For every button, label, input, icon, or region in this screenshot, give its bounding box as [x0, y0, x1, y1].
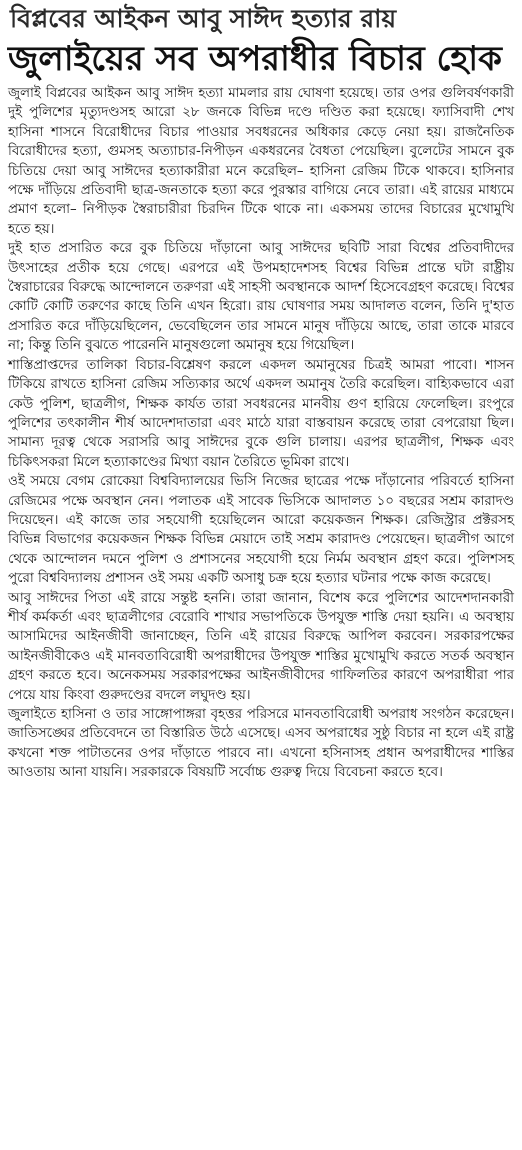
article-paragraph: দুই হাত প্রসারিত করে বুক চিতিয়ে দাঁড়ানো আবু সাঈদের ছবিটি সারা বিশ্বের প্রতিবাদীদের উৎসাহের প্রতীক হয়ে গেছে। এরপরে এই উপমহাদেশসহ বিশ্বের বিভিন্ন প্রান্তে ঘটা রাষ্ট্রীয় স্বৈরাচারের বিরুদ্ধে আন্দোলনে তরুণরা এই সাহসী অবস্থানকে আদর্শ হিসেবেগ্রহণ করেছে। বিশ্বের কোটি কোটি তরুণের কাছে তিনি এখন হিরো। রায় ঘোষণার সময় আদালত বলেন, তিনি দু'হাত প্রসারিত করে দাঁড়িয়েছিলেন, ভেবেছিলেন তার সামনে মানুষ দাঁড়িয়ে আছে, তারা তাকে মারবে না; কিন্তু তিনি বুঝতে পারেননি মানুষগুলো অমানুষ হয়ে গিয়েছিল।	[8, 241, 514, 354]
article-paragraph: জুলাইতে হাসিনা ও তার সাঙ্গোপাঙ্গরা বৃহত্তর পরিসরে মানবতাবিরোধী অপরাধ সংগঠন করেছেন। জাতিসঙ্ঘের প্রতিবেদনে তা বিস্তারিত উঠে এসেছে। এসব অপরাধের সুষ্ঠু বিচার না হলে এই রাষ্ট্র কখনো শক্ত পাটাতনের ওপর দাঁড়াতে পারবে না। এখনো হসিনাসহ প্রধান অপরাধীদের শাস্তির আওতায় আনা যায়নি। সরকারকে বিষয়টি সর্বোচ্চ গুরুত্ব দিয়ে বিবেচনা করতে হবে।	[8, 707, 514, 781]
article-paragraph: শাস্তিপ্রাপ্তদের তালিকা বিচার-বিশ্লেষণ করলে একদল অমানুষের চিত্রই আমরা পাবো। শাসন টিকিয়ে রাখতে হাসিনা রেজিম সত্যিকার অর্থে একদল অমানুষ তৈরি করেছিল। বাহ্যিকভাবে এরা কেউ পুলিশ, ছাত্রলীগ, শিক্ষক কার্যত তারা সবধরনের মানবীয় গুণ হারিয়ে ফেলেছিল। রংপুরে পুলিশের তৎকালীন শীর্ষ আদেশদাতারা এবং মাঠে যারা বাস্তবায়ন করেছে তারা বেপরোয়া ছিল। সামান্য দূরত্ব থেকে সরাসরি আবু সাঈদের বুকে গুলি চালায়। এরপর ছাত্রলীগ, শিক্ষক এবং চিকিৎসকরা মিলে হত্যাকাণ্ডের মিথ্যা বয়ান তৈরিতে ভূমিকা রাখে।	[8, 357, 514, 470]
article-headline: জুলাইয়ের সব অপরাধীর বিচার হোক	[8, 39, 502, 79]
article-paragraph: ওই সময়ে বেগম রোকেয়া বিশ্ববিদ্যালয়ের ভিসি নিজের ছাত্রের পক্ষে দাঁড়ানোর পরিবর্তে হাসিনা রেজিমের পক্ষে অবস্থান নেন। পলাতক এই সাবেক ভিসিকে আদালত ১০ বছরের সশ্রম কারাদণ্ড দিয়েছেন। এই কাজে তার সহযোগী হয়েছিলেন আরো কয়েকজন শিক্ষক। রেজিস্ট্রার প্রক্টরসহ বিভিন্ন বিভাগের কয়েকজন শিক্ষক বিভিন্ন মেয়াদে তাই সশ্রম কারাদণ্ড পেয়েছেন। ছাত্রলীগ আগে থেকে আন্দোলন দমনে পুলিশ ও প্রশাসনের সহযোগী হয়ে নির্মম অবস্থান গ্রহণ করে। পুলিশসহ পুরো বিশ্ববিদ্যালয় প্রশাসন ওই সময় একটি অসাধু চক্র হয়ে হত্যার ঘটনার পক্ষে কাজ করেছে।	[8, 474, 514, 587]
article-paragraph: জুলাই বিপ্লবের আইকন আবু সাঈদ হত্যা মামলার রায় ঘোষণা হয়েছে। তার ওপর গুলিবর্ষণকারী দুই পুলিশের মৃত্যুদণ্ডসহ আরো ২৮ জনকে বিভিন্ন দণ্ডে দণ্ডিত করা হয়েছে। ফ্যাসিবাদী শেখ হাসিনা শাসনে বিরোধীদের বিচার পাওয়ার সবধরনের অধিকার কেড়ে নেয়া হয়। রাজনৈতিক বিরোধীদের হত্যা, গুমসহ অত্যাচার-নিপীড়ন একধরনের বৈধতা পেয়েছিল। বুলেটের সামনে বুক চিতিয়ে দেয়া আবু সাঈদের হত্যাকারীরা মনে করেছিল– হাসিনা রেজিম টিকে থাকবে। হাসিনার পক্ষে দাঁড়িয়ে প্রতিবাদী ছাত্র-জনতাকে হত্যা করে পুরস্কার বাগিয়ে নেবে তারা। এই রায়ের মাধ্যমে প্রমাণ হলো– নিপীড়ক স্বৈরাচারীরা চিরদিন টিকে থাকে না। একসময় তাদের বিচারের মুখোমুখি হতে হয়।	[8, 86, 514, 237]
article-kicker: বিপ্লবের আইকন আবু সাঈদ হত্যার রায়	[10, 4, 397, 33]
article-paragraph: আবু সাঈদের পিতা এই রায়ে সন্তুষ্ট হননি। তারা জানান, বিশেষ করে পুলিশের আদেশদানকারী শীর্ষ কর্মকর্তা এবং ছাত্রলীগের বেরোবি শাখার সভাপতিকে উপযুক্ত শাস্তি দেয়া হয়নি। এ অবস্থায় আসামিদের আইনজীবী জানাচ্ছেন, তিনি এই রায়ের বিরুদ্ধে আপিল করবেন। সরকারপক্ষের আইনজীবীকেও এই মানবতাবিরোধী অপরাধীদের উপযুক্ত শাস্তির মুখোমুখি করতে সতর্ক অবস্থান গ্রহণ করতে হবে। অনেকসময় সরকারপক্ষের আইনজীবীদের গাফিলতির কারণে অপরাধীরা পার পেয়ে যায় কিংবা গুরুদণ্ডের বদলে লঘুদণ্ড হয়।	[8, 590, 514, 703]
article-body	[8, 84, 514, 783]
